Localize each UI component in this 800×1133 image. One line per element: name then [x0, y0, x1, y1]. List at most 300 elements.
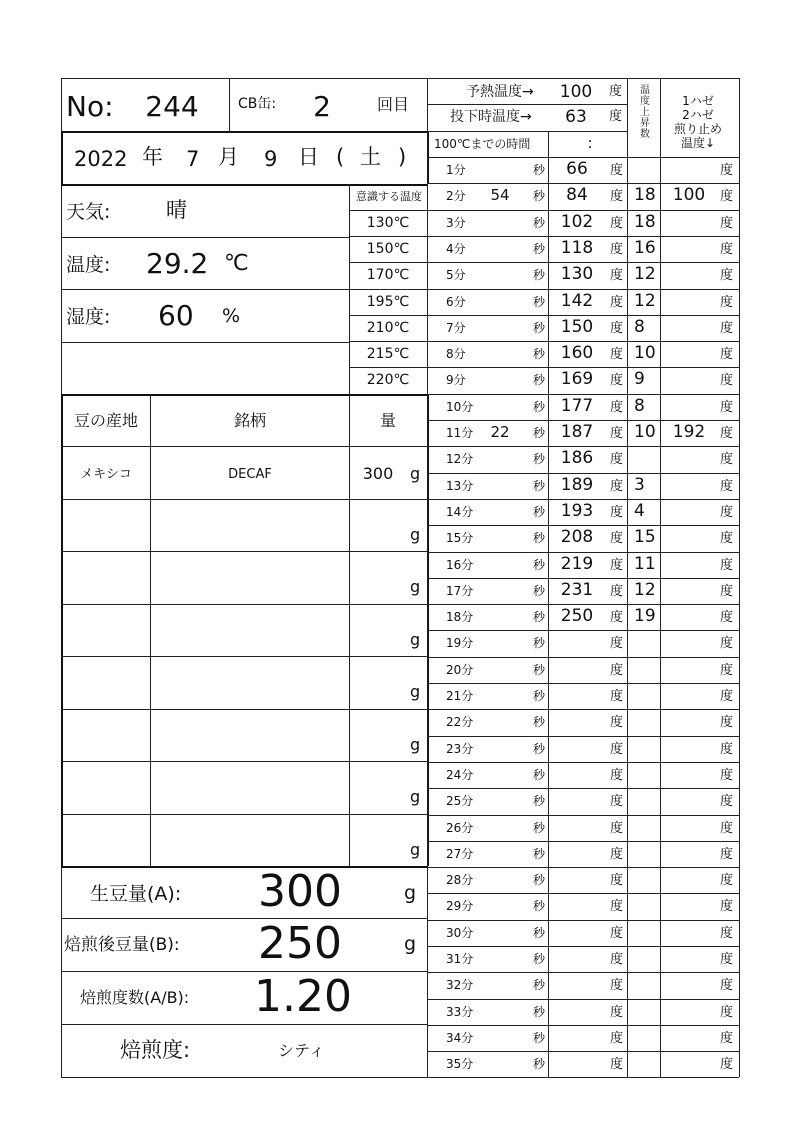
- weather-value: 晴: [166, 198, 187, 222]
- log-temp-rise: 8: [634, 316, 645, 337]
- log-minute: 35分: [446, 1057, 474, 1072]
- weather-label: 天気:: [66, 201, 111, 223]
- log-haze-deg-unit: 度: [720, 873, 734, 889]
- grid-line: [427, 867, 739, 868]
- drop-label: 投下時温度→: [450, 109, 532, 125]
- log-temperature: 169: [560, 369, 594, 390]
- log-sec-unit: 秒: [533, 952, 546, 966]
- grid-line: [427, 709, 739, 710]
- bean-amount-unit: g: [410, 682, 421, 701]
- grid-line: [349, 289, 427, 290]
- grid-line: [61, 866, 427, 868]
- log-deg-unit: 度: [610, 163, 624, 178]
- date-day: 9: [264, 147, 278, 171]
- grid-line: [61, 709, 427, 710]
- temperature-unit: ℃: [224, 251, 249, 276]
- log-deg-unit: 度: [610, 373, 624, 389]
- date-close-paren: ): [398, 145, 407, 169]
- drop-deg: 度: [609, 109, 623, 124]
- grid-line: [427, 420, 739, 421]
- log-minute: 5分: [446, 268, 466, 283]
- log-minute: 25分: [446, 794, 474, 809]
- temperature-value: 29.2: [146, 247, 209, 280]
- log-deg-unit: 度: [610, 820, 624, 836]
- log-sec-unit: 秒: [533, 452, 546, 467]
- log-deg-unit: 度: [610, 1057, 624, 1073]
- log-haze-deg-unit: 度: [720, 294, 734, 310]
- log-haze-deg-unit: 度: [720, 610, 734, 626]
- log-sec-unit: 秒: [533, 794, 546, 809]
- green-bean-label: 生豆量(A):: [90, 883, 182, 905]
- log-minute: 13分: [446, 478, 474, 493]
- log-temp-rise: 18: [634, 211, 656, 232]
- target-temp-item: 195℃: [366, 293, 410, 310]
- log-sec-unit: 秒: [533, 583, 546, 598]
- grid-line: [427, 578, 739, 579]
- log-temperature: 250: [560, 606, 594, 627]
- grid-line: [427, 210, 739, 211]
- log-temp-rise: 12: [634, 264, 656, 285]
- log-deg-unit: 度: [610, 741, 624, 757]
- log-haze-deg-unit: 度: [720, 689, 734, 704]
- date-weekday: 土: [360, 145, 381, 169]
- log-minute: 7分: [446, 320, 466, 335]
- log-sec-unit: 秒: [533, 215, 546, 230]
- grid-line: [150, 394, 151, 866]
- grid-line: [61, 499, 427, 500]
- preheat-deg: 度: [609, 84, 623, 99]
- bean-amount-unit: g: [410, 464, 421, 483]
- grid-line: [427, 972, 739, 973]
- log-haze-deg-unit: 度: [720, 504, 734, 520]
- log-haze-deg-unit: 度: [720, 268, 734, 284]
- log-minute: 31分: [446, 952, 474, 966]
- log-seconds: 22: [490, 423, 510, 441]
- grid-line: [349, 394, 350, 866]
- log-minute: 18分: [446, 610, 474, 625]
- grid-line: [61, 1077, 739, 1078]
- grid-line: [61, 184, 427, 186]
- log-minute: 29分: [446, 899, 474, 914]
- log-sec-unit: 秒: [533, 610, 546, 625]
- date-open-paren: (: [336, 145, 345, 169]
- grid-line: [349, 210, 427, 211]
- log-sec-unit: 秒: [533, 767, 546, 782]
- log-minute: 34分: [446, 1030, 474, 1045]
- grid-line: [427, 683, 739, 684]
- log-temperature: 66: [566, 159, 588, 179]
- log-haze-deg-unit: 度: [720, 952, 734, 967]
- bean-amount-unit: g: [410, 577, 421, 596]
- grid-line: [427, 131, 627, 132]
- log-temperature: 208: [560, 527, 594, 548]
- grid-line: [427, 1025, 739, 1026]
- log-haze-deg-unit: 度: [720, 215, 734, 231]
- target-temp-item: 130℃: [366, 214, 410, 231]
- grid-line: [427, 525, 739, 526]
- log-temp-rise: 12: [634, 579, 656, 600]
- log-deg-unit: 度: [610, 952, 624, 967]
- grid-line: [427, 946, 739, 947]
- grid-line: [61, 551, 427, 552]
- until100-value: :: [587, 134, 593, 152]
- log-deg-unit: 度: [610, 215, 624, 231]
- log-haze-deg-unit: 度: [720, 715, 734, 731]
- grid-line: [427, 893, 739, 894]
- log-sec-unit: 秒: [533, 241, 546, 256]
- green-bean-value: 300: [258, 866, 342, 917]
- log-haze-deg-unit: 度: [720, 636, 734, 652]
- grid-line: [349, 262, 427, 263]
- grid-line: [427, 552, 739, 553]
- log-sec-unit: 秒: [533, 399, 546, 414]
- log-haze-deg-unit: 度: [720, 899, 734, 915]
- log-sec-unit: 秒: [533, 1004, 546, 1019]
- humidity-unit: %: [222, 305, 241, 327]
- preheat-value: 100: [559, 82, 593, 102]
- grid-line: [427, 289, 739, 290]
- log-minute: 1分: [446, 163, 466, 177]
- log-minute: 32分: [446, 978, 474, 993]
- roast-degree-label: 焙煎度:: [120, 1038, 191, 1062]
- log-deg-unit: 度: [610, 925, 624, 941]
- log-deg-unit: 度: [610, 636, 624, 652]
- grid-line: [61, 656, 427, 657]
- log-temp-rise: 19: [634, 606, 656, 627]
- log-temp-rise: 16: [634, 237, 656, 258]
- log-sec-unit: 秒: [533, 294, 546, 309]
- log-temperature: 187: [560, 422, 594, 442]
- haze-header-line: 2ハゼ: [682, 108, 714, 122]
- bean-brand-header: 銘柄: [233, 411, 267, 430]
- log-minute: 8分: [446, 347, 466, 362]
- log-minute: 15分: [446, 531, 474, 546]
- log-deg-unit: 度: [610, 347, 624, 363]
- log-deg-unit: 度: [610, 1030, 624, 1046]
- target-temp-item: 150℃: [366, 240, 410, 257]
- log-minute: 26分: [446, 820, 474, 835]
- grid-line: [427, 157, 739, 158]
- log-haze-deg-unit: 度: [720, 1057, 734, 1073]
- grid-line: [548, 157, 549, 1077]
- log-minute: 4分: [446, 241, 466, 256]
- log-sec-unit: 秒: [533, 978, 546, 993]
- log-sec-unit: 秒: [533, 846, 546, 861]
- bean-amount: 300: [362, 464, 394, 483]
- target-temp-item: 170℃: [366, 267, 410, 284]
- log-minute: 19分: [446, 636, 474, 651]
- log-sec-unit: 秒: [533, 662, 546, 677]
- bean-amount-unit: g: [410, 629, 421, 649]
- grid-line: [61, 237, 349, 238]
- grid-line: [229, 78, 230, 131]
- haze-header-line: 煎り止め: [673, 122, 723, 136]
- log-minute: 2分: [446, 189, 466, 204]
- log-temperature: 193: [560, 500, 594, 521]
- bean-amount-unit: g: [410, 839, 421, 859]
- grid-line: [61, 78, 739, 79]
- grid-line: [61, 1024, 427, 1025]
- log-temp-rise: 12: [634, 290, 656, 311]
- log-deg-unit: 度: [610, 557, 624, 573]
- log-temperature: 231: [560, 579, 594, 600]
- log-minute: 27分: [446, 846, 474, 861]
- roast-degree-value: シティ: [278, 1041, 325, 1060]
- haze-header-line: 1ハゼ: [682, 94, 714, 108]
- grid-line: [61, 131, 63, 184]
- log-haze-deg-unit: 度: [720, 347, 734, 363]
- grid-line: [427, 999, 739, 1000]
- grid-line: [61, 446, 427, 447]
- log-deg-unit: 度: [610, 767, 624, 783]
- bean-origin: メキシコ: [80, 467, 132, 482]
- date-month: 7: [186, 147, 200, 171]
- log-minute: 10分: [446, 399, 474, 414]
- grid-line: [61, 814, 427, 815]
- log-haze-temp: 100: [672, 185, 706, 206]
- temp-rise-header-char: 温: [640, 85, 650, 96]
- log-minute: 12分: [446, 452, 474, 467]
- date-year: 2022: [74, 147, 128, 171]
- log-deg-unit: 度: [610, 452, 624, 468]
- log-sec-unit: 秒: [533, 715, 546, 730]
- log-deg-unit: 度: [610, 268, 624, 284]
- log-haze-deg-unit: 度: [720, 163, 734, 178]
- log-minute: 21分: [446, 689, 474, 703]
- log-haze-deg-unit: 度: [720, 189, 734, 205]
- humidity-label: 湿度:: [66, 306, 111, 328]
- temp-rise-header-char: 数: [640, 129, 650, 140]
- log-temperature: 177: [560, 395, 594, 416]
- log-temperature: 189: [560, 474, 594, 495]
- kaime-label: 回目: [377, 95, 410, 114]
- grid-line: [427, 841, 739, 842]
- log-minute: 28分: [446, 873, 474, 888]
- log-temp-rise: 15: [634, 527, 656, 548]
- grid-line: [427, 630, 739, 631]
- log-temp-rise: 18: [634, 185, 656, 206]
- log-sec-unit: 秒: [533, 268, 546, 283]
- log-haze-temp: 192: [672, 422, 706, 442]
- target-temp-item: 220℃: [366, 372, 410, 389]
- log-haze-deg-unit: 度: [720, 320, 734, 336]
- grid-line: [427, 394, 739, 395]
- roasted-bean-label: 焙煎後豆量(B):: [64, 935, 180, 955]
- bean-origin-header: 豆の産地: [73, 411, 139, 430]
- date-month-unit: 月: [218, 145, 239, 169]
- log-minute: 22分: [446, 715, 474, 730]
- grid-line: [61, 761, 427, 762]
- grid-line: [427, 1051, 739, 1052]
- log-deg-unit: 度: [610, 426, 624, 441]
- grid-line: [349, 315, 427, 316]
- log-minute: 6分: [446, 294, 466, 309]
- grid-line: [427, 920, 739, 921]
- grid-line: [61, 342, 349, 343]
- log-deg-unit: 度: [610, 504, 624, 520]
- cb-label: CB缶:: [238, 96, 277, 112]
- log-temperature: 160: [560, 343, 594, 364]
- grid-line: [427, 367, 739, 368]
- log-haze-deg-unit: 度: [720, 373, 734, 389]
- roasted-bean-unit: g: [404, 933, 417, 955]
- log-temperature: 150: [560, 316, 594, 337]
- until100-label: 100℃までの時間: [434, 137, 531, 151]
- grid-line: [349, 236, 427, 237]
- log-deg-unit: 度: [610, 320, 624, 336]
- grid-line: [427, 657, 739, 658]
- log-minute: 33分: [446, 1004, 474, 1019]
- log-sec-unit: 秒: [533, 189, 546, 204]
- date-day-unit: 日: [298, 145, 319, 169]
- log-sec-unit: 秒: [533, 1030, 546, 1045]
- grid-line: [61, 394, 427, 396]
- log-haze-deg-unit: 度: [720, 794, 734, 810]
- log-deg-unit: 度: [610, 1004, 624, 1020]
- cb-value: 2: [313, 90, 331, 123]
- log-sec-unit: 秒: [533, 1057, 546, 1072]
- no-label: No:: [66, 90, 114, 123]
- grid-line: [427, 341, 739, 342]
- log-haze-deg-unit: 度: [720, 399, 734, 415]
- log-haze-deg-unit: 度: [720, 662, 734, 678]
- log-minute: 9分: [446, 373, 466, 388]
- grid-line: [548, 131, 549, 157]
- grid-line: [427, 315, 739, 316]
- grid-line: [61, 971, 427, 972]
- temp-rise-header-char: 昇: [640, 118, 650, 129]
- grid-line: [427, 499, 739, 500]
- log-haze-deg-unit: 度: [720, 1004, 734, 1020]
- log-minute: 11分: [446, 426, 474, 440]
- target-temp-item: 210℃: [366, 319, 410, 336]
- grid-line: [427, 604, 739, 605]
- log-sec-unit: 秒: [533, 899, 546, 914]
- grid-line: [427, 788, 739, 789]
- log-deg-unit: 度: [610, 241, 624, 257]
- log-sec-unit: 秒: [533, 820, 546, 835]
- log-deg-unit: 度: [610, 531, 624, 547]
- log-sec-unit: 秒: [533, 373, 546, 388]
- log-minute: 24分: [446, 767, 474, 782]
- grid-line: [427, 104, 627, 105]
- humidity-value: 60: [158, 299, 194, 332]
- log-deg-unit: 度: [610, 846, 624, 862]
- date-year-unit: 年: [142, 145, 163, 169]
- log-sec-unit: 秒: [533, 347, 546, 362]
- log-sec-unit: 秒: [533, 163, 546, 177]
- log-sec-unit: 秒: [533, 873, 546, 888]
- log-sec-unit: 秒: [533, 557, 546, 572]
- log-deg-unit: 度: [610, 873, 624, 889]
- log-sec-unit: 秒: [533, 426, 546, 440]
- grid-line: [427, 815, 739, 816]
- temperature-label: 温度:: [66, 254, 111, 276]
- log-temperature: 186: [560, 448, 594, 469]
- log-deg-unit: 度: [610, 794, 624, 810]
- log-deg-unit: 度: [610, 399, 624, 415]
- log-haze-deg-unit: 度: [720, 846, 734, 862]
- no-value: 244: [145, 90, 199, 123]
- log-deg-unit: 度: [610, 978, 624, 994]
- grid-line: [61, 918, 427, 919]
- grid-line: [61, 131, 427, 133]
- target-temp-item: 215℃: [366, 346, 410, 363]
- grid-line: [61, 394, 63, 866]
- log-deg-unit: 度: [610, 478, 624, 494]
- log-sec-unit: 秒: [533, 925, 546, 940]
- grid-line: [349, 341, 427, 342]
- temp-rise-header-char: 上: [640, 107, 650, 118]
- log-deg-unit: 度: [610, 689, 624, 704]
- log-seconds: 54: [490, 186, 510, 205]
- log-deg-unit: 度: [610, 189, 624, 205]
- haze-header-line: 温度↓: [680, 136, 716, 150]
- log-temp-rise: 11: [634, 553, 656, 574]
- log-temperature: 102: [560, 211, 594, 232]
- log-sec-unit: 秒: [533, 320, 546, 335]
- log-haze-deg-unit: 度: [720, 741, 734, 757]
- log-deg-unit: 度: [610, 899, 624, 915]
- log-minute: 23分: [446, 741, 474, 756]
- log-deg-unit: 度: [610, 583, 624, 599]
- log-haze-deg-unit: 度: [720, 452, 734, 468]
- log-deg-unit: 度: [610, 294, 624, 310]
- grid-line: [349, 367, 427, 368]
- bean-amount-header: 量: [379, 411, 397, 430]
- log-temperature: 130: [560, 264, 594, 285]
- log-temp-rise: 10: [634, 343, 656, 364]
- log-haze-deg-unit: 度: [720, 557, 734, 573]
- log-minute: 30分: [446, 925, 474, 940]
- grid-line: [61, 604, 427, 605]
- roast-ratio-value: 1.20: [254, 971, 352, 1022]
- log-haze-deg-unit: 度: [720, 478, 734, 494]
- log-haze-deg-unit: 度: [720, 426, 734, 441]
- log-temperature: 219: [560, 553, 594, 574]
- grid-line: [427, 262, 739, 263]
- log-minute: 17分: [446, 583, 474, 598]
- log-minute: 3分: [446, 215, 466, 230]
- log-minute: 14分: [446, 504, 474, 519]
- log-temperature: 84: [566, 185, 588, 206]
- log-haze-deg-unit: 度: [720, 583, 734, 599]
- log-sec-unit: 秒: [533, 689, 546, 703]
- log-haze-deg-unit: 度: [720, 767, 734, 783]
- bean-amount-unit: g: [410, 524, 421, 544]
- log-temp-rise: 8: [634, 395, 645, 416]
- log-temperature: 142: [560, 290, 594, 311]
- roasted-bean-value: 250: [258, 918, 342, 969]
- log-minute: 20分: [446, 662, 474, 677]
- bean-brand: DECAF: [228, 467, 272, 482]
- bean-amount-unit: g: [410, 734, 421, 754]
- green-bean-unit: g: [404, 882, 417, 904]
- log-temp-rise: 3: [634, 474, 645, 495]
- log-temp-rise: 9: [634, 369, 645, 390]
- grid-line: [427, 446, 739, 447]
- bean-amount-unit: g: [410, 787, 421, 806]
- log-deg-unit: 度: [610, 610, 624, 626]
- log-temperature: 118: [560, 237, 594, 258]
- log-sec-unit: 秒: [533, 531, 546, 546]
- drop-value: 63: [565, 107, 587, 127]
- preheat-label: 予熱温度→: [466, 84, 534, 100]
- target-temps-label: 意識する温度: [356, 190, 422, 203]
- log-haze-deg-unit: 度: [720, 531, 734, 547]
- log-haze-deg-unit: 度: [720, 925, 734, 941]
- log-sec-unit: 秒: [533, 741, 546, 756]
